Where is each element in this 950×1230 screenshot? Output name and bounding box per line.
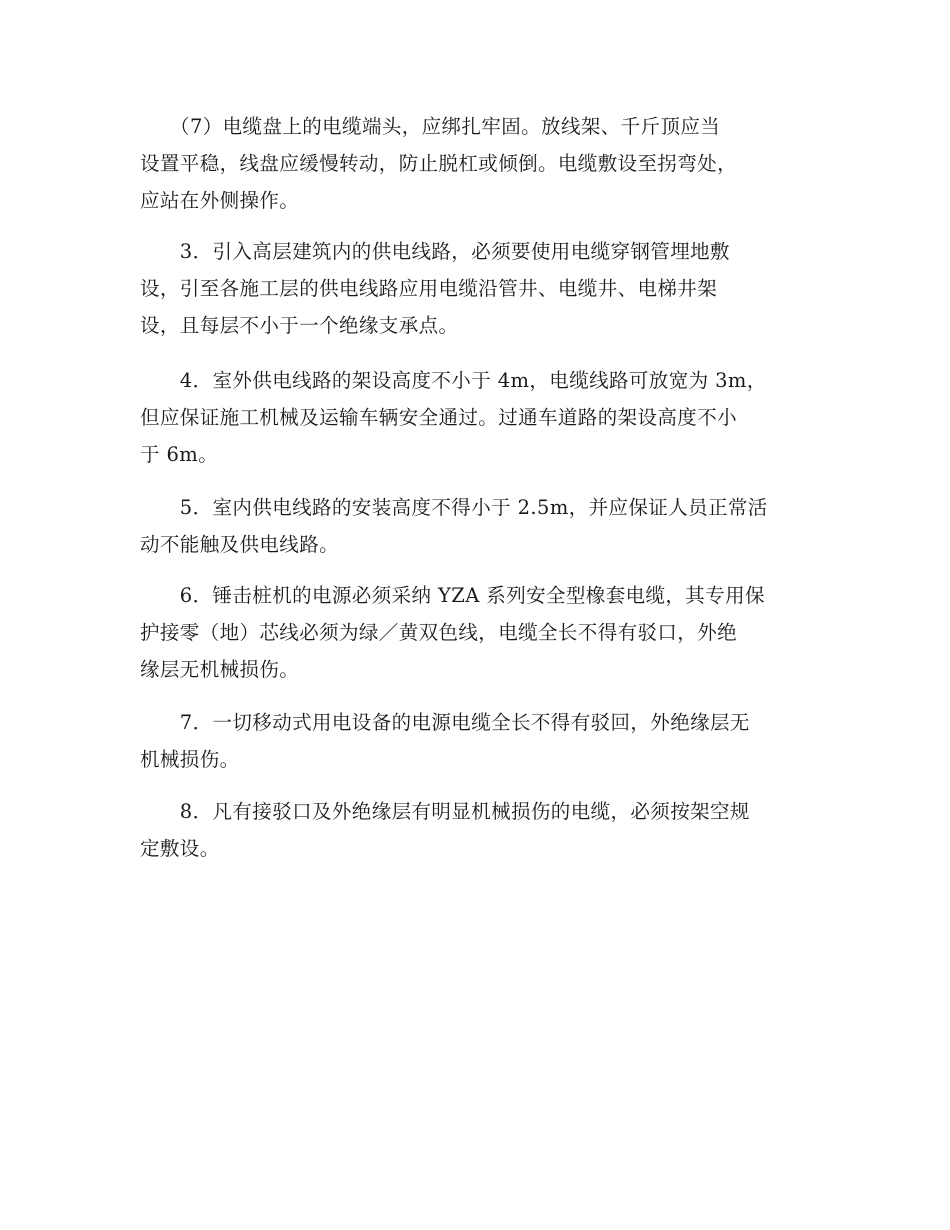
paragraph-line: 3．引入高层建筑内的供电线路，必须要使用电缆穿钢管埋地敷 <box>140 240 730 263</box>
paragraph-line: 设，且每层不小于一个绝缘支承点。 <box>140 314 459 337</box>
paragraph-7-mobile-equipment-cable <box>140 704 810 778</box>
paragraph-line: 于 6m。 <box>140 443 219 466</box>
paragraph-4-outdoor-line-height <box>140 362 810 473</box>
paragraph-line: 5．室内供电线路的安装高度不得小于 2.5m，并应保证人员正常活 <box>140 496 768 519</box>
paragraph-7-cable-reel <box>140 108 810 219</box>
paragraph-line: 护接零（地）芯线必须为绿／黄双色线，电缆全长不得有驳口，外绝 <box>140 621 738 644</box>
paragraph-line: 7．一切移动式用电设备的电源电缆全长不得有驳回，外绝缘层无 <box>140 711 750 734</box>
paragraph-line: 设置平稳，线盘应缓慢转动，防止脱杠或倾倒。电缆敷设至拐弯处， <box>140 152 738 175</box>
paragraph-6-pile-driver-cable <box>140 577 810 688</box>
paragraph-line: 6．锤击桩机的电源必须采纳 YZA 系列安全型橡套电缆，其专用保 <box>140 584 765 607</box>
paragraph-5-indoor-line-height <box>140 489 810 563</box>
paragraph-line: 缘层无机械损伤。 <box>140 658 300 681</box>
paragraph-line: 8．凡有接驳口及外绝缘层有明显机械损伤的电缆，必须按架空规 <box>140 800 750 823</box>
paragraph-line: （7）电缆盘上的电缆端头，应绑扎牢固。放线架、千斤顶应当 <box>140 115 721 138</box>
paragraph-8-damaged-cable <box>140 793 810 867</box>
paragraph-line: 设，引至各施工层的供电线路应用电缆沿管井、电缆井、电梯井架 <box>140 277 718 300</box>
paragraph-line: 但应保证施工机械及运输车辆安全通过。过通车道路的架设高度不小 <box>140 406 738 429</box>
paragraph-line: 4．室外供电线路的架设高度不小于 4m，电缆线路可放宽为 3m， <box>140 369 767 392</box>
paragraph-line: 应站在外侧操作。 <box>140 189 300 212</box>
paragraph-3-high-rise-supply <box>140 233 810 344</box>
paragraph-line: 动不能触及供电线路。 <box>140 533 340 556</box>
paragraph-line: 定敷设。 <box>140 837 220 860</box>
paragraph-line: 机械损伤。 <box>140 748 240 771</box>
